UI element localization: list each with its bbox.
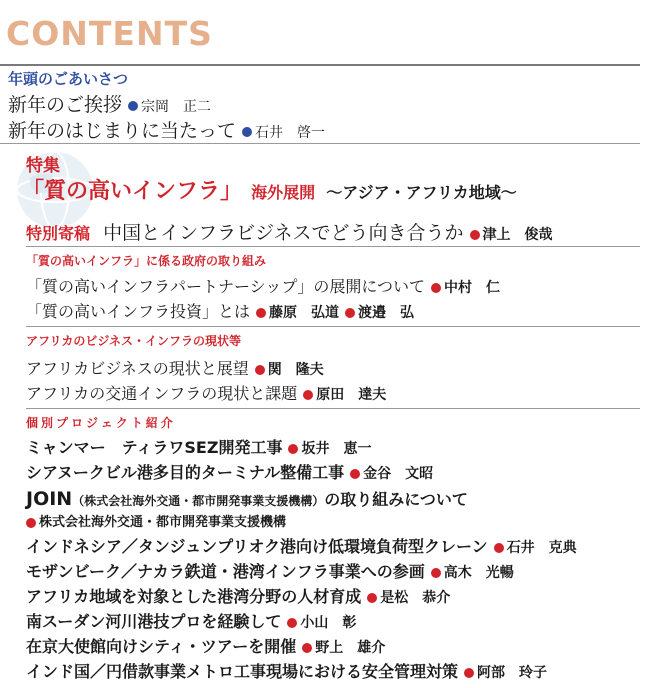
bullet-icon <box>470 230 480 240</box>
page-title: CONTENTS <box>6 14 213 53</box>
list-item <box>26 584 450 607</box>
bullet-icon <box>256 308 266 318</box>
feature-label: 特集 <box>26 156 60 176</box>
entry-author: 株式会社海外交通・都市開発事業支援機構 <box>39 515 287 530</box>
bullet-icon <box>350 469 360 479</box>
entry-author: 小山 彰 <box>300 615 357 631</box>
entry-title: インド国／円借款事業メトロ工事現場における安全管理対策 <box>26 662 459 681</box>
feature-main-title: 「質の高いインフラ」 <box>22 179 243 204</box>
list-item <box>26 299 414 322</box>
section-heading: 「質の高いインフラ」に係る政府の取り組み <box>26 254 267 268</box>
entry-title: 新年のはじまりに当たって <box>8 120 237 142</box>
bullet-icon <box>494 543 504 553</box>
bullet-icon <box>242 127 252 137</box>
entry-author: 渡邉 弘 <box>358 305 415 321</box>
entry-title: ミャンマー ティラワSEZ開発工事 <box>26 438 283 457</box>
list-item <box>26 534 577 557</box>
entry-title: シアヌークビル港多目的ターミナル整備工事 <box>26 463 345 482</box>
entry-author: 宗岡 正二 <box>141 99 212 115</box>
entry-author: 津上 俊哉 <box>482 227 553 243</box>
bullet-icon <box>128 101 138 111</box>
section-divider <box>26 246 640 247</box>
feature-region: 〜アジア・アフリカ地域〜 <box>326 183 517 202</box>
entry-author: 石井 克典 <box>506 540 577 556</box>
entry-org: （株式会社海外交通・都市開発事業支援機構） <box>72 494 325 508</box>
entry-title: 「質の高いインフラ投資」とは <box>26 302 251 321</box>
entry-title: アフリカの交通インフラの現状と課題 <box>26 384 298 403</box>
list-item-author <box>26 511 286 530</box>
section-heading: アフリカのビジネス・インフラの現状等 <box>26 334 242 348</box>
entry-title: アフリカビジネスの現状と展望 <box>26 359 249 378</box>
feature-title <box>22 174 517 205</box>
entry-title-cont: の取り組みについて <box>324 490 468 509</box>
bullet-icon <box>431 283 441 293</box>
section-divider <box>0 143 640 144</box>
entry-author: 関 隆夫 <box>267 362 324 378</box>
greeting-item <box>8 116 325 143</box>
entry-title: 南スーダン河川港技プロを経験して <box>26 612 282 631</box>
entry-author: 野上 雄介 <box>315 640 386 656</box>
bullet-icon <box>287 618 297 628</box>
entry-author: 中村 仁 <box>444 280 501 296</box>
section-heading: 個別プロジェクト紹介 <box>26 416 176 430</box>
bullet-icon <box>26 518 36 528</box>
entry-title: 在京大使館向けシティ・ツアーを開催 <box>26 637 297 656</box>
list-item <box>26 659 547 682</box>
list-item <box>26 381 386 404</box>
greeting-heading: 年頭のごあいさつ <box>8 70 129 88</box>
bullet-icon <box>345 308 355 318</box>
list-item <box>26 609 356 632</box>
list-item <box>26 634 385 657</box>
list-item <box>26 460 433 483</box>
title-divider <box>0 64 640 66</box>
entry-title: インドネシア／タンジュンプリオク港向け低環境負荷型クレーン <box>26 537 488 556</box>
entry-author: 高木 光暢 <box>443 565 514 581</box>
entry-author: 藤原 弘道 <box>269 305 340 321</box>
bullet-icon <box>302 643 312 653</box>
bullet-icon <box>367 593 377 603</box>
entry-author: 坂井 恵一 <box>301 441 372 457</box>
special-label: 特別寄稿 <box>26 224 91 243</box>
bullet-icon <box>288 444 298 454</box>
entry-title: 新年のご挨拶 <box>8 94 123 116</box>
entry-title: モザンビーク／ナカラ鉄道・港湾インフラ事業への参画 <box>26 562 425 581</box>
list-item <box>26 274 500 297</box>
entry-title: 中国とインフラビジネスでどう向き合うか <box>103 222 464 244</box>
list-item <box>26 559 514 582</box>
entry-title: アフリカ地域を対象とした港湾分野の人材育成 <box>26 587 362 606</box>
section-divider <box>26 326 640 327</box>
section-divider <box>26 408 640 409</box>
bullet-icon <box>303 390 313 400</box>
bullet-icon <box>431 568 441 578</box>
special-contribution <box>26 218 553 245</box>
entry-author: 阿部 玲子 <box>477 665 548 681</box>
entry-author: 是松 恭介 <box>380 590 451 606</box>
bullet-icon <box>255 365 265 375</box>
entry-author: 石井 啓一 <box>255 125 326 141</box>
entry-title: JOIN <box>26 488 73 510</box>
feature-subtitle: 海外展開 <box>251 183 316 202</box>
entry-title: 「質の高いインフラパートナーシップ」の展開について <box>26 277 426 296</box>
list-item <box>26 487 468 510</box>
entry-author: 原田 達夫 <box>316 387 387 403</box>
bullet-icon <box>464 668 474 678</box>
list-item <box>26 435 371 458</box>
entry-author: 金谷 文昭 <box>363 466 434 482</box>
list-item <box>26 356 324 379</box>
greeting-item <box>8 90 211 117</box>
